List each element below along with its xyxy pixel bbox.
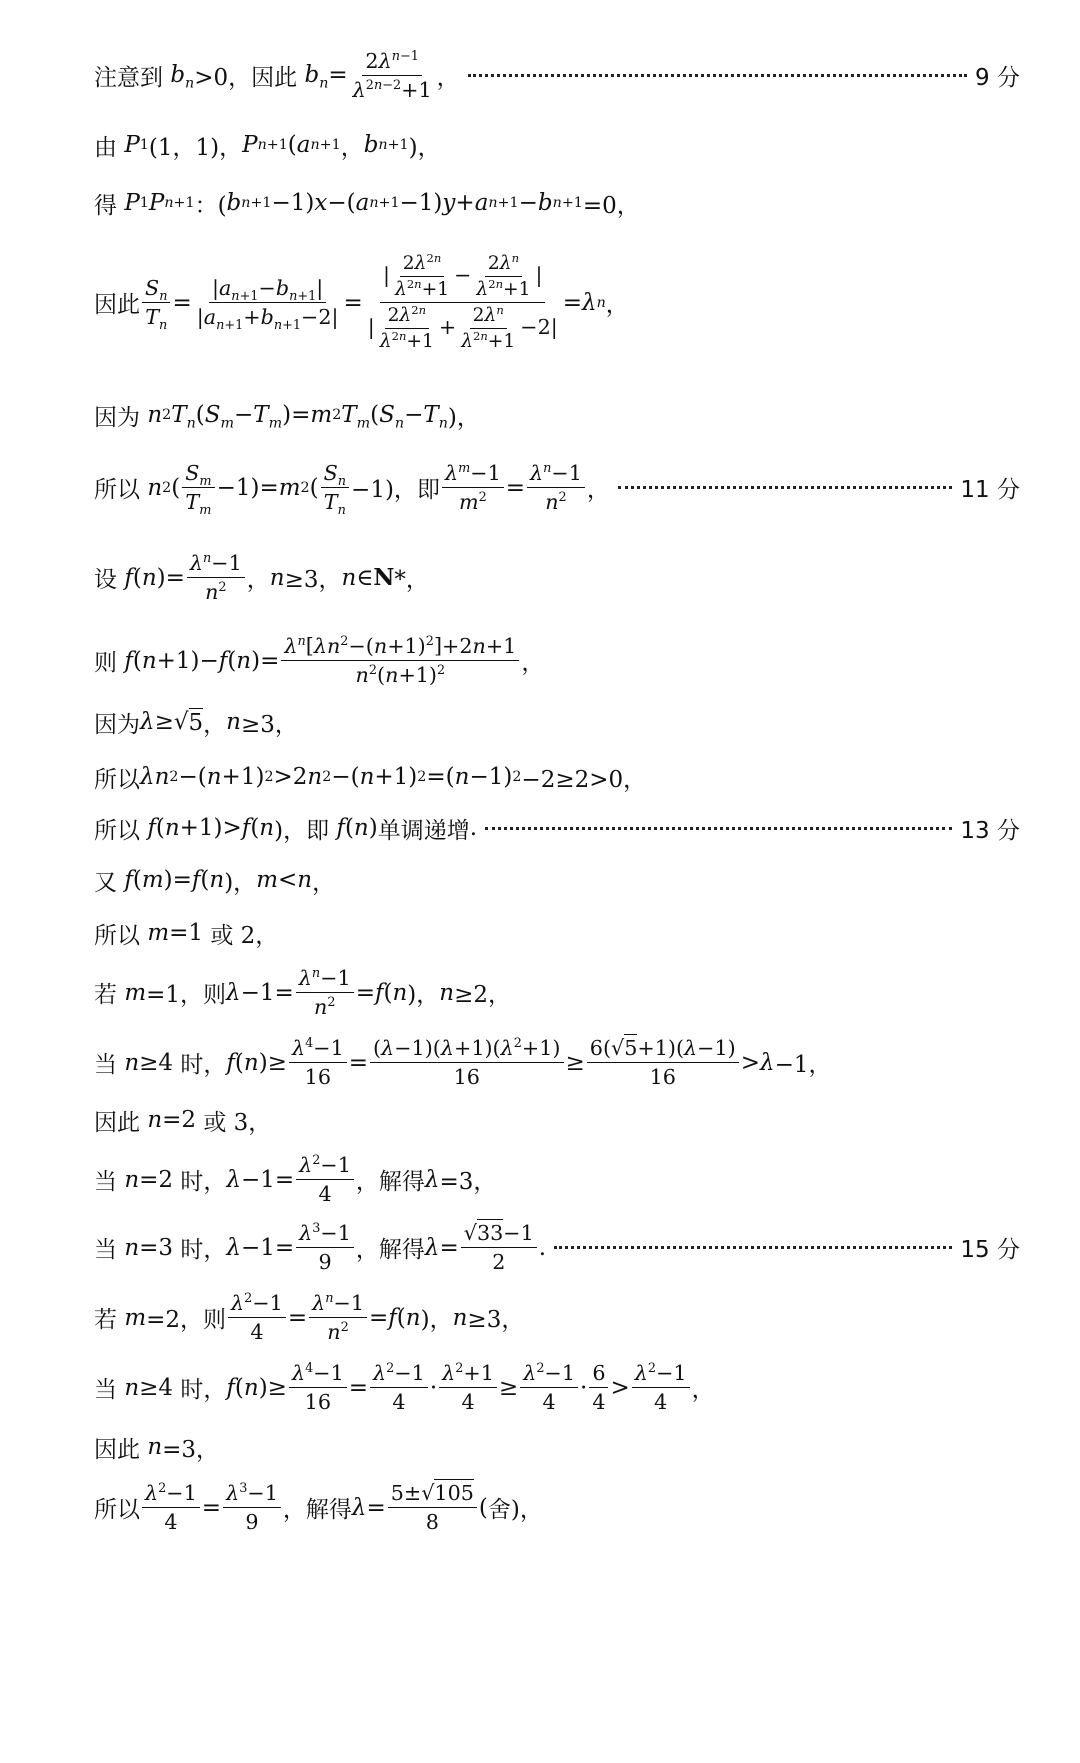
line-fm-fn: 又 f ( m )= f ( n )， m < n ，: [94, 867, 336, 896]
score-11: 11 分: [960, 477, 1020, 503]
score-13: 13 分: [960, 817, 1020, 844]
line-case-m1: 若 m =1， 则 λ −1= $\frac{\lambda^n-1}{n^2}$ = f ( n )， n ≥2，: [94, 966, 512, 1019]
line-final: 所以 $\frac{\lambda^2-1}{4}$ = $\frac{\lambda^3-1}{9}$ ， 解得 λ = $\frac{5\pm√105}{8}$ ( 舍 )，: [94, 1481, 543, 1534]
leader-dots: [485, 827, 952, 830]
leader-dots: [468, 74, 967, 77]
line-m1-n4: 当 n ≥4 时 ， f ( n )≥ $\frac{\lambda^4-1}{16}$ = $\frac{(\lambda-1)(\lambda+1)(\lambda^2+1)}{16}$ ≥ $\frac{6(√5+1)(\lambda-1)}{16}$ > λ −1，: [94, 1036, 832, 1089]
leader-dots: [554, 1246, 952, 1249]
score-9: 9 分: [975, 64, 1020, 91]
line-n3: 当 n =3 时 ， λ −1= $\frac{\lambda^3-1}{9}$ ， 解得 λ = $\frac{√33-1}{2}$ . 15 分: [94, 1221, 1020, 1274]
line-condition: 因为 λ ≥√ 5 ， n ≥3，: [94, 709, 298, 738]
line-difference: 则 f ( n +1)− f ( n )= $\frac{\lambda^n[\lambda n^2-(n+1)^2]+2n+1}{n^2(n+1)^2}$ ，: [94, 634, 545, 687]
line-n2: 当 n =2 时 ， λ −1= $\frac{\lambda^2-1}{4}$ ， 解得 λ =3，: [94, 1153, 497, 1206]
line-equality: 所以 n 2 ( $\frac{S_m}{T_m}$ −1)= m 2 ( $\frac{S_n}{T_n}$ −1)， 即 $\frac{\lambda^m-1}{m^2}$ = $\frac{\lambda^n-1}{n^2}$ ， 11 分: [94, 461, 1020, 519]
line-inequality: 所以 λn 2 −( n +1) 2 >2 n 2 −( n +1) 2 =( n −1) 2 −2≥2>0，: [94, 764, 647, 793]
line-n3-only: 因此 n =3，: [94, 1434, 220, 1463]
line-given: 因为 n 2 $T_n$ ( $S_m$ − $T_m$ )= m 2 $T_m$ ( $S_n$ − $T_n$ )，: [94, 402, 480, 432]
line-line-eq: 得 P 1 P n+1 ：( b n+1 −1) x −( a n+1 −1) y + a n+1 − b n+1 =0，: [94, 190, 640, 219]
line-m-values: 所以 m =1 或 2，: [94, 920, 279, 949]
line-monotone: 所以 f ( n +1)> f ( n )， 即 f ( n ) 单调递增 . 13 分: [94, 808, 1020, 848]
line-n-23: 因此 n =2 或 3，: [94, 1107, 272, 1136]
score-15: 15 分: [960, 1237, 1020, 1263]
line-define-f: 设 f ( n )= $\frac{\lambda^n-1}{n^2}$ ， n ≥3， n ∈ N *，: [94, 551, 429, 604]
line-m2-n4: 当 n ≥4 时 ， f ( n )≥ $\frac{\lambda^4-1}{16}$ = $\frac{\lambda^2-1}{4}$ · $\frac{\lambda^2+1}{4}$ ≥ $\frac{\lambda^2-1}{4}$ · $\frac{6}{4}$ > $\frac{\lambda^2-1}{4}$ ，: [94, 1361, 715, 1414]
line-ratio: 因此 $\frac{S_n}{T_n}$ = $\frac{|a_{n+1}-b_{n+1}|}{|a_{n+1}+b_{n+1}-2|}$ = | $\frac{2\lambda^{2n}}{\lambda^{2n}+1}$ − $\frac{2\lambda^n}{\lambda^{2n}+1}$ | | $\frac{2\lambda^{2n}}{\lambda^{2n}+1}$ + $\frac{2\lambda^n}{\lambda^{2n}+1}$ −2| = λ n ，: [94, 250, 629, 352]
line-bn-formula: 注意到 $b_n$ >0， 因此 $b_n$ = $\frac{2\lambda^{n-1}}{\lambda^{2n-2}+1}$ ， 9 分: [94, 48, 1020, 102]
line-case-m2: 若 m =2， 则 $\frac{\lambda^2-1}{4}$ = $\frac{\lambda^n-1}{n^2}$ = f ( n )， n ≥3，: [94, 1291, 525, 1344]
line-points: 由 P 1 (1，1)， P n+1 ( a n+1 ， b n+1 )，: [94, 132, 441, 161]
leader-dots: [618, 486, 953, 489]
